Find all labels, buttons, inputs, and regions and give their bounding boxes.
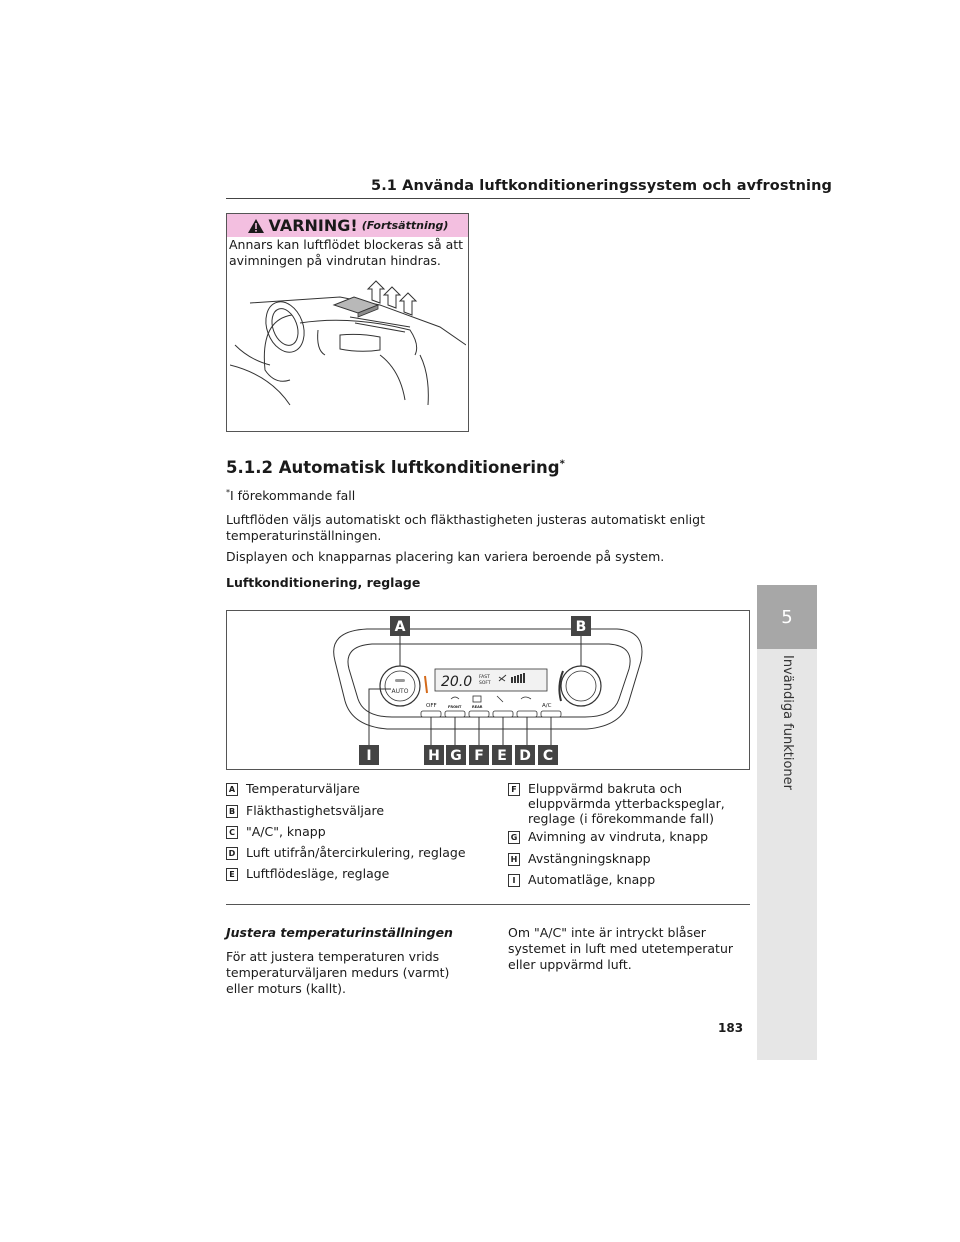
warning-subtitle: (Fortsättning) (361, 219, 449, 232)
legend-letter: I (508, 874, 520, 887)
legend-letter: B (226, 805, 238, 818)
callout-i: I (366, 748, 372, 764)
legend-letter: C (226, 826, 238, 839)
running-header: 5.1 Använda luftkonditioneringssystem och avfrostning (371, 178, 833, 194)
legend-letter: A (226, 783, 238, 796)
section-title-text: 5.1.2 Automatisk luftkonditionering (226, 458, 560, 477)
legend-text: Eluppvärmd bakruta och eluppvärmda ytterbackspeglar, reglage (i förekommande fall) (528, 781, 725, 826)
legend-letter: D (226, 847, 238, 860)
front-label: FRONT (448, 705, 462, 709)
callout-d: D (519, 748, 531, 764)
legend-item-c (226, 824, 476, 839)
warning-text: Annars kan luftflödet blockeras så att avimningen på vindrutan hindras. (229, 237, 464, 268)
legend-text: Luft utifrån/återcirkulering, reglage (246, 845, 466, 860)
dashboard-vent-illustration (230, 275, 466, 427)
legend-text: Avstängningsknapp (528, 851, 651, 866)
legend-item-b (226, 803, 476, 818)
legend-item-d (226, 845, 486, 860)
callout-h: H (428, 748, 440, 764)
legend-text: Luftflödesläge, reglage (246, 866, 390, 881)
legend-item-a (226, 781, 476, 796)
fast-label: FAST (479, 675, 490, 680)
section-title (226, 458, 565, 477)
warning-title: VARNING! (268, 216, 358, 235)
legend-text: Fläkthastighetsväljare (246, 803, 385, 818)
footnote-marker: * (226, 488, 230, 497)
legend-text: Automatläge, knapp (528, 872, 656, 887)
legend-item-h (508, 851, 738, 866)
legend-item-f (508, 781, 728, 826)
paragraph-ac-off: Om "A/C" inte är intryckt blåser systemet in luft med utetemperatur eller uppvärmd luft. (508, 925, 734, 972)
subheading-adjust-temperature: Justera temperaturinställningen (226, 925, 453, 940)
chapter-side-strip (757, 649, 817, 1060)
soft-label: SOFT (479, 681, 491, 686)
legend-text: "A/C", knapp (246, 824, 326, 839)
section-divider (226, 904, 750, 905)
callout-e: E (497, 748, 507, 764)
warning-triangle-icon (247, 218, 265, 234)
legend-text: Avimning av vindruta, knapp (528, 829, 709, 844)
section-marker: * (559, 458, 565, 470)
legend-letter: E (226, 868, 238, 881)
chapter-title: Invändiga funktioner (780, 655, 795, 791)
legend-letter: H (508, 853, 520, 866)
legend-item-i (508, 872, 738, 887)
off-label: OFF (426, 703, 437, 709)
chapter-tab (757, 585, 817, 649)
legend-text: Temperaturväljare (246, 781, 360, 796)
header-rule (226, 198, 750, 199)
paragraph-airflow: Luftflöden väljs automatiskt och fläkthastigheten justeras automatiskt enligt temperaturinställningen. (226, 512, 705, 543)
warning-header (227, 214, 468, 237)
temp-display: 20.0 (441, 674, 473, 690)
callout-c: C (542, 748, 554, 764)
legend-item-g (508, 829, 738, 844)
legend-item-e (226, 866, 476, 881)
chapter-number: 5 (781, 606, 793, 628)
ac-label: A/C (542, 703, 552, 709)
climate-panel-illustration (227, 611, 749, 769)
paragraph-adjust-temperature: För att justera temperaturen vrids temperaturväljaren medurs (varmt) eller moturs (kallt). (226, 949, 450, 996)
footnote (226, 485, 355, 504)
callout-b: B (575, 619, 587, 635)
climate-panel-figure (226, 610, 750, 770)
legend-letter: F (508, 783, 520, 796)
paragraph-display: Displayen och knapparnas placering kan variera beroende på system. (226, 549, 665, 564)
auto-label: AUTO (391, 688, 409, 695)
page-number: 183 (718, 1021, 744, 1035)
callout-f: F (474, 748, 484, 764)
callout-g: G (450, 748, 462, 764)
subheading-controls: Luftkonditionering, reglage (226, 575, 421, 590)
callout-a: A (394, 619, 406, 635)
footnote-text: I förekommande fall (230, 488, 356, 504)
rear-label: REAR (472, 705, 483, 709)
legend-letter: G (508, 831, 520, 844)
